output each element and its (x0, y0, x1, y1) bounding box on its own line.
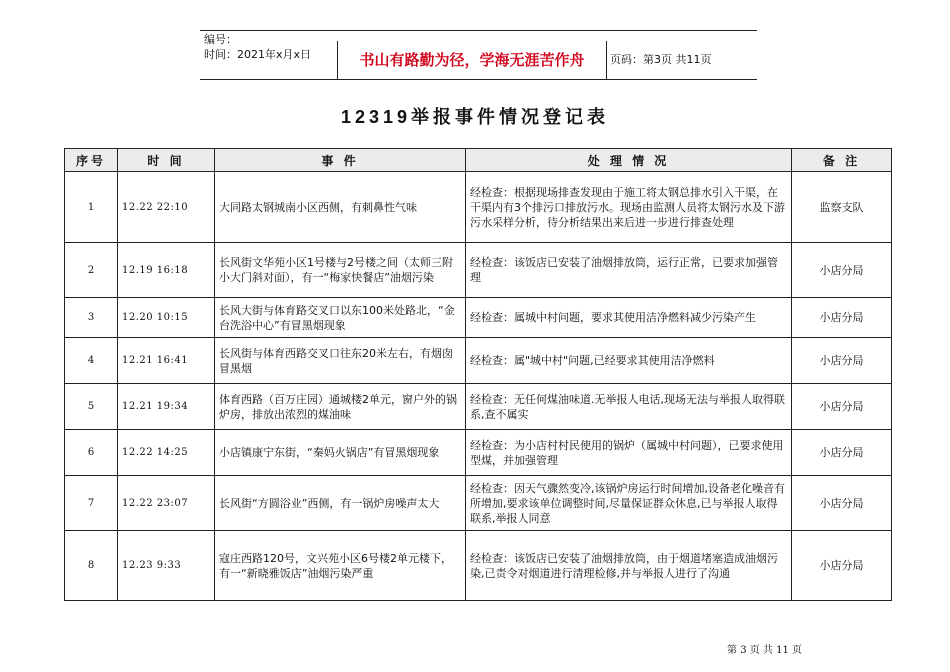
header-info (204, 32, 311, 62)
header-time-label: 时间：2021年x月x日 (204, 48, 312, 61)
table-row (65, 384, 892, 430)
row-event: 长风大街与体育路交叉口以东100米处路北，“金台洗浴中心”有冒黑烟现象 (215, 298, 466, 338)
table-header-row (65, 149, 892, 172)
page-header (200, 30, 757, 80)
table-row (65, 172, 892, 243)
row-note: 小店分局 (792, 384, 892, 430)
header-motto: 书山有路勤为径，学海无涯苦作舟 (337, 41, 607, 79)
column-header-seq: 序号 (65, 149, 118, 172)
table-row (65, 298, 892, 338)
table-row (65, 531, 892, 601)
row-event: 长风街“方圆浴业”西侧，有一锅炉房噪声太大 (215, 476, 466, 531)
row-seq: 4 (65, 338, 118, 384)
row-time: 12.22 22:10 (118, 172, 215, 243)
row-handling: 经检查：根据现场排查发现由于施工将太钢总排水引入干渠，在干渠内有3个排污口排放污水。现场由监测人员将太钢污水及下游污水采样分析，待分析结果出来后进一步进行排查处理 (466, 172, 792, 243)
column-header-handling: 处 理 情 况 (466, 149, 792, 172)
row-time: 12.23 9:33 (118, 531, 215, 601)
row-note: 小店分局 (792, 298, 892, 338)
row-handling: 经检查：因天气骤然变冷,该锅炉房运行时间增加,设备老化噪音有所增加,要求该单位调整时间,尽量保证群众休息,已与举报人取得联系,举报人同意 (466, 476, 792, 531)
row-seq: 8 (65, 531, 118, 601)
report-table (64, 148, 892, 601)
document-title: 12319举报事件情况登记表 (340, 107, 610, 127)
header-page-label: 页码：第3页 共11页 (610, 53, 712, 66)
row-seq: 6 (65, 430, 118, 476)
table-row (65, 476, 892, 531)
column-header-event: 事 件 (215, 149, 466, 172)
row-seq: 1 (65, 172, 118, 243)
row-event: 体育西路（百万庄园）通城楼2单元，窗户外的锅炉房，排放出浓烈的煤油味 (215, 384, 466, 430)
row-time: 12.20 10:15 (118, 298, 215, 338)
row-time: 12.22 23:07 (118, 476, 215, 531)
row-note: 小店分局 (792, 531, 892, 601)
row-handling: 经检查：该饭店已安装了油烟排放筒，由于烟道堵塞造成油烟污染,已责令对烟道进行清理检修,并与举报人进行了沟通 (466, 531, 792, 601)
row-event: 大同路太钢城南小区西侧，有刺鼻性气味 (215, 172, 466, 243)
row-event: 长风街与体育西路交叉口往东20米左右，有烟囱冒黑烟 (215, 338, 466, 384)
row-time: 12.19 16:18 (118, 243, 215, 298)
row-note: 监察支队 (792, 172, 892, 243)
row-handling: 经检查：属"城中村"问题,已经要求其使用洁净燃料 (466, 338, 792, 384)
column-header-time: 时 间 (118, 149, 215, 172)
table-row (65, 338, 892, 384)
row-event: 寇庄西路120号，文兴苑小区6号楼2单元楼下，有一“新晓雅饭店”油烟污染严重 (215, 531, 466, 601)
row-handling: 经检查：为小店村村民使用的锅炉（属城中村问题），已要求使用型煤，并加强管理 (466, 430, 792, 476)
row-handling: 经检查：该饭店已安装了油烟排放筒，运行正常，已要求加强管理 (466, 243, 792, 298)
row-note: 小店分局 (792, 476, 892, 531)
row-seq: 5 (65, 384, 118, 430)
row-event: 小店镇康宁东街，“秦妈火锅店”有冒黑烟现象 (215, 430, 466, 476)
row-time: 12.22 14:25 (118, 430, 215, 476)
row-event: 长风街文华苑小区1号楼与2号楼之间（太师三附小大门斜对面），有一“梅家快餐店”油烟污染 (215, 243, 466, 298)
row-time: 12.21 19:34 (118, 384, 215, 430)
page-footer: 第 3 页 共 11 页 (727, 645, 802, 656)
row-handling: 经检查：无任何煤油味道.无举报人电话,现场无法与举报人取得联系,查不属实 (466, 384, 792, 430)
row-note: 小店分局 (792, 243, 892, 298)
header-number-label: 编号： (204, 33, 237, 46)
row-handling: 经检查：属城中村问题，要求其使用洁净燃料减少污染产生 (466, 298, 792, 338)
table-row (65, 430, 892, 476)
row-time: 12.21 16:41 (118, 338, 215, 384)
row-note: 小店分局 (792, 338, 892, 384)
row-seq: 2 (65, 243, 118, 298)
row-seq: 7 (65, 476, 118, 531)
row-seq: 3 (65, 298, 118, 338)
column-header-note: 备 注 (792, 149, 892, 172)
table-row (65, 243, 892, 298)
row-note: 小店分局 (792, 430, 892, 476)
